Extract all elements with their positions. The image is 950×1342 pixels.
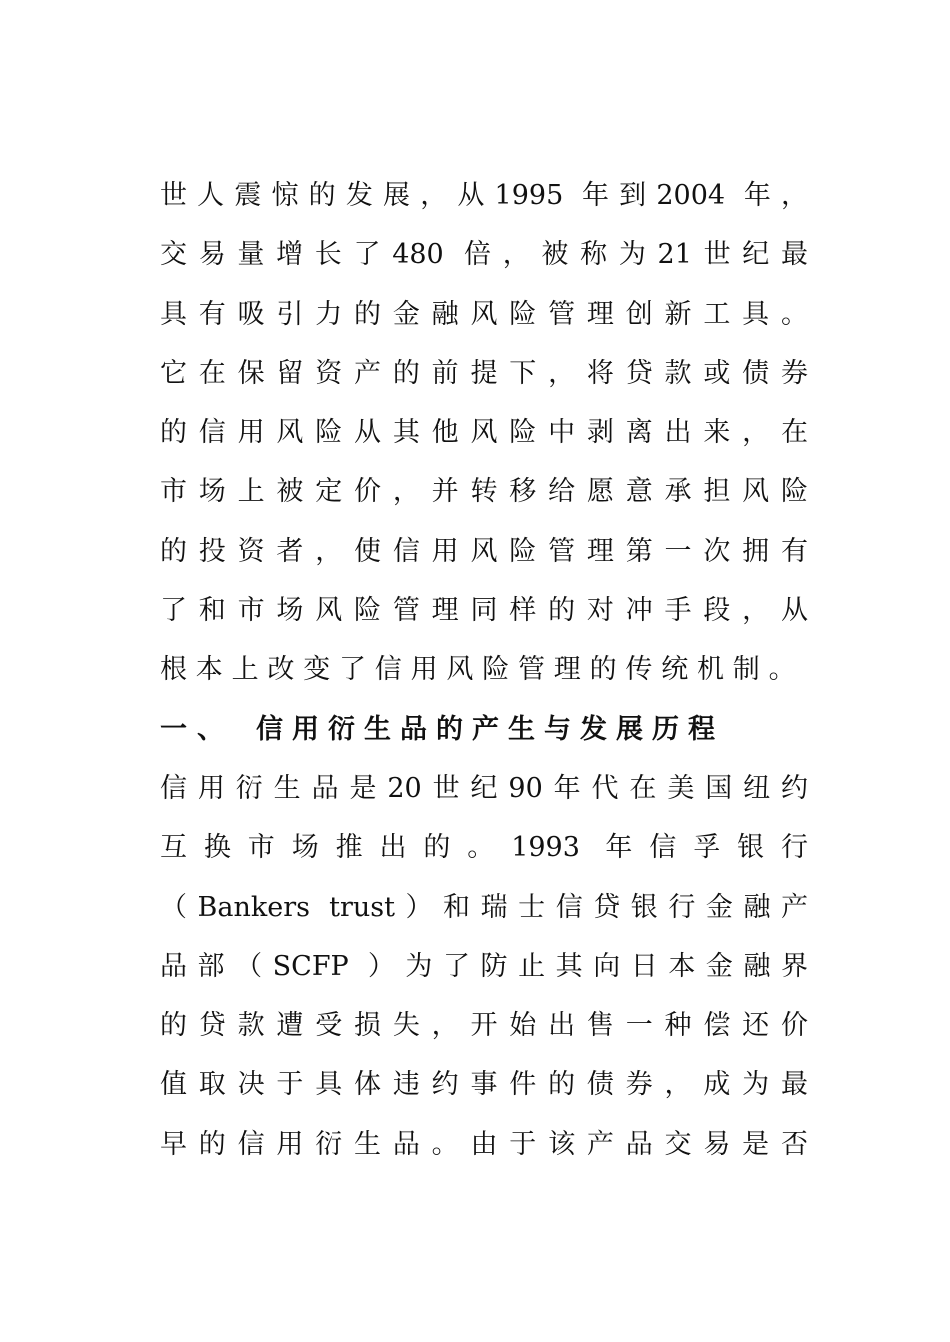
text-line: 交易量增长了480 倍，被称为21世纪最 [160,239,808,271]
text-line: 的信用风险从其他风险中剥离出来，在 [160,417,808,449]
text-line: 具有吸引力的金融风险管理创新工具。 [160,298,808,330]
text-line: 世人震惊的发展，从1995 年到2004 年， [160,180,808,211]
text-line: 信用衍生品是20世纪90年代在美国纽约 [160,772,808,804]
text-line: 互换市场推出的。1993 年信孚银行 [160,832,808,864]
section-number: 一、 [160,713,234,745]
text-line: 市场上被定价，并转移给愿意承担风险 [160,476,808,508]
body-text [160,166,850,1174]
text-line: 根本上改变了信用风险管理的传统机制。 [160,654,805,686]
text-line: （Bankers trust）和瑞士信贷银行金融产 [160,891,808,923]
text-line: 的贷款遭受损失，开始出售一种偿还价 [160,1010,808,1042]
text-line: 了和市场风险管理同样的对冲手段，从 [160,595,808,627]
text-line: 值取决于具体违约事件的债券，成为最 [160,1069,808,1101]
text-line: 品部（SCFP ）为了防止其向日本金融界 [160,950,808,982]
text-line: 它在保留资产的前提下，将贷款或债券 [160,357,808,389]
text-line: 的投资者，使信用风险管理第一次拥有 [160,535,808,567]
section-title: 信用衍生品的产生与发展历程 [256,713,724,745]
paragraph-credit-derivatives-origin [160,759,850,1174]
paragraph-credit-derivatives-intro [160,166,850,700]
text-line: 早的信用衍生品。由于该产品交易是否 [160,1128,808,1160]
section-heading [160,700,850,759]
